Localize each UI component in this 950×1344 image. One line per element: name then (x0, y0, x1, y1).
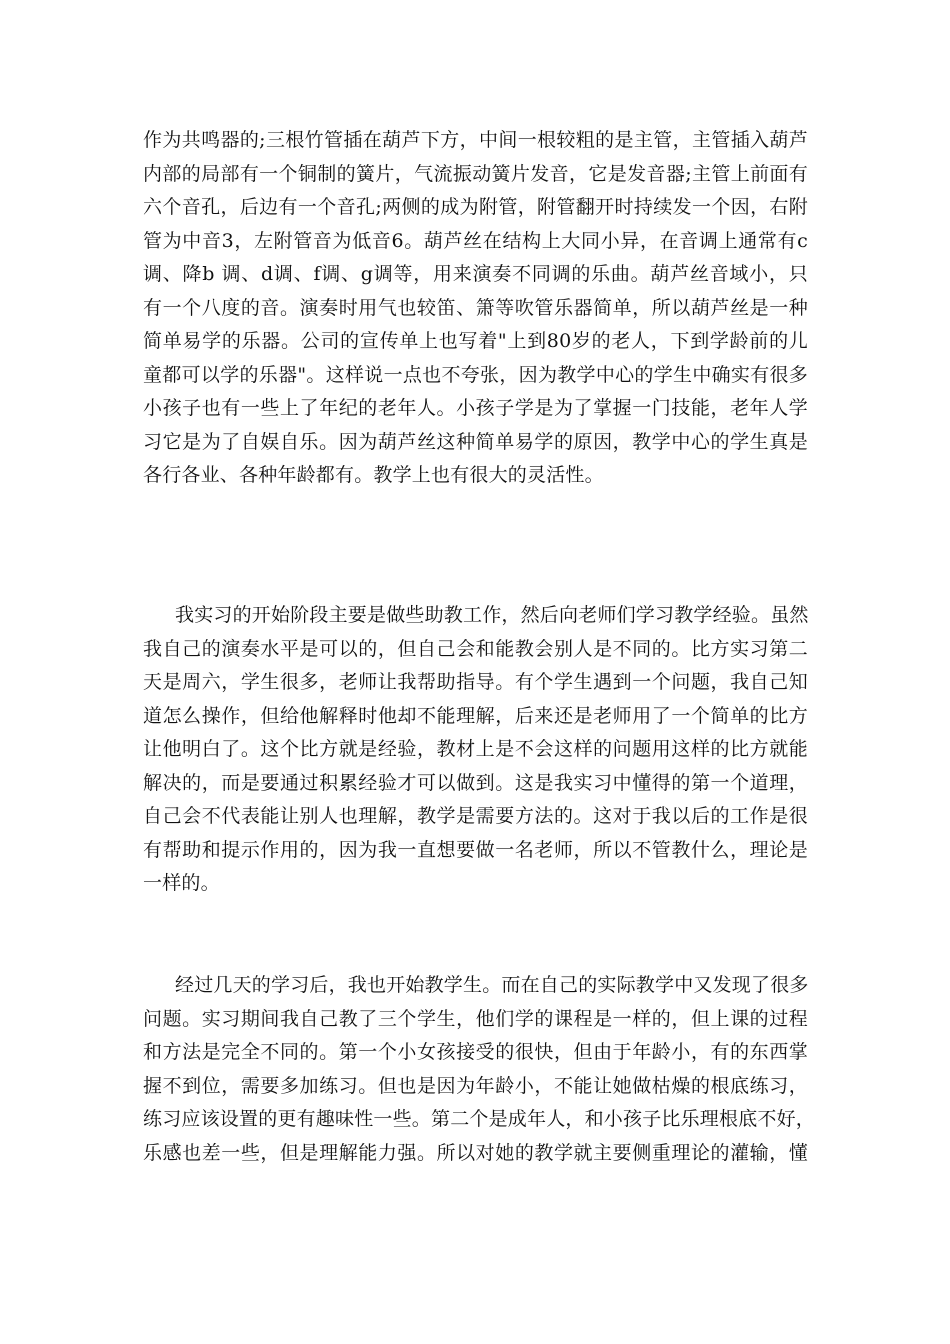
text-line: 解决的，而是要通过积累经验才可以做到。这是我实习中懂得的第一个道理， (143, 771, 808, 794)
paragraph-hulusi-structure (143, 124, 808, 493)
text-line: 经过几天的学习后，我也开始教学生。而在自己的实际教学中又发现了很多 (175, 974, 809, 996)
text-line: 管为中音3，左附管音为低音6。葫芦丝在结构上大同小异，在音调上通常有c (143, 229, 808, 252)
text-line: 小孩子也有一些上了年纪的老年人。小孩子学是为了掌握一门技能，老年人学 (143, 397, 808, 419)
text-line: 和方法是完全不同的。第一个小女孩接受的很快，但由于年龄小，有的东西掌 (143, 1041, 808, 1063)
text-line: 练习应该设置的更有趣味性一些。第二个是成年人，和小孩子比乐理根底不好， (143, 1108, 816, 1130)
text-line: 童都可以学的乐器"。这样说一点也不夸张，因为教学中心的学生中确实有很多 (143, 363, 808, 386)
text-line: 问题。实习期间我自己教了三个学生，他们学的课程是一样的，但上课的过程 (143, 1007, 808, 1030)
text-line: 我实习的开始阶段主要是做些助教工作，然后向老师们学习教学经验。虽然 (175, 604, 809, 626)
text-line: 乐感也差一些，但是理解能力强。所以对她的教学就主要侧重理论的灌输，懂 (143, 1141, 808, 1164)
text-line: 自己会不代表能让别人也理解，教学是需要方法的。这对于我以后的工作是很 (143, 805, 808, 827)
text-line: 让他明白了。这个比方就是经验，教材上是不会这样的问题用这样的比方就能 (143, 738, 808, 760)
text-line: 一样的。 (143, 872, 220, 894)
text-line: 六个音孔，后边有一个音孔;两侧的成为附管，附管翻开时持续发一个因，右附 (143, 196, 808, 218)
text-line: 有帮助和提示作用的，因为我一直想要做一名老师，所以不管教什么，理论是 (143, 838, 808, 861)
paragraph-teaching-students (143, 969, 816, 1170)
text-line: 道怎么操作，但给他解释时他却不能理解，后来还是老师用了一个简单的比方 (143, 704, 808, 727)
text-line: 我自己的演奏水平是可以的，但自己会和能教会别人是不同的。比方实习第二 (143, 637, 808, 660)
text-line: 内部的局部有一个铜制的簧片，气流振动簧片发音，它是发音器;主管上前面有 (143, 162, 808, 185)
text-line: 握不到位，需要多加练习。但也是因为年龄小，不能让她做枯燥的根底练习， (143, 1074, 808, 1097)
text-line: 作为共鸣器的;三根竹管插在葫芦下方，中间一根较粗的是主管，主管插入葫芦 (143, 129, 808, 151)
text-line: 各行各业、各种年龄都有。教学上也有很大的灵活性。 (143, 464, 604, 486)
text-line: 调、降b 调、d调、f调、g调等，用来演奏不同调的乐曲。葫芦丝音域小，只 (143, 263, 808, 285)
text-line: 简单易学的乐器。公司的宣传单上也写着"上到80岁的老人，下到学龄前的儿 (143, 330, 808, 352)
text-line: 有一个八度的音。演奏时用气也较笛、箫等吹管乐器简单，所以葫芦丝是一种 (143, 296, 808, 319)
text-line: 天是周六，学生很多，老师让我帮助指导。有个学生遇到一个问题，我自己知 (143, 671, 808, 693)
text-line: 习它是为了自娱自乐。因为葫芦丝这种简单易学的原因，教学中心的学生真是 (143, 430, 808, 453)
paragraph-assistant-teaching (143, 599, 808, 901)
